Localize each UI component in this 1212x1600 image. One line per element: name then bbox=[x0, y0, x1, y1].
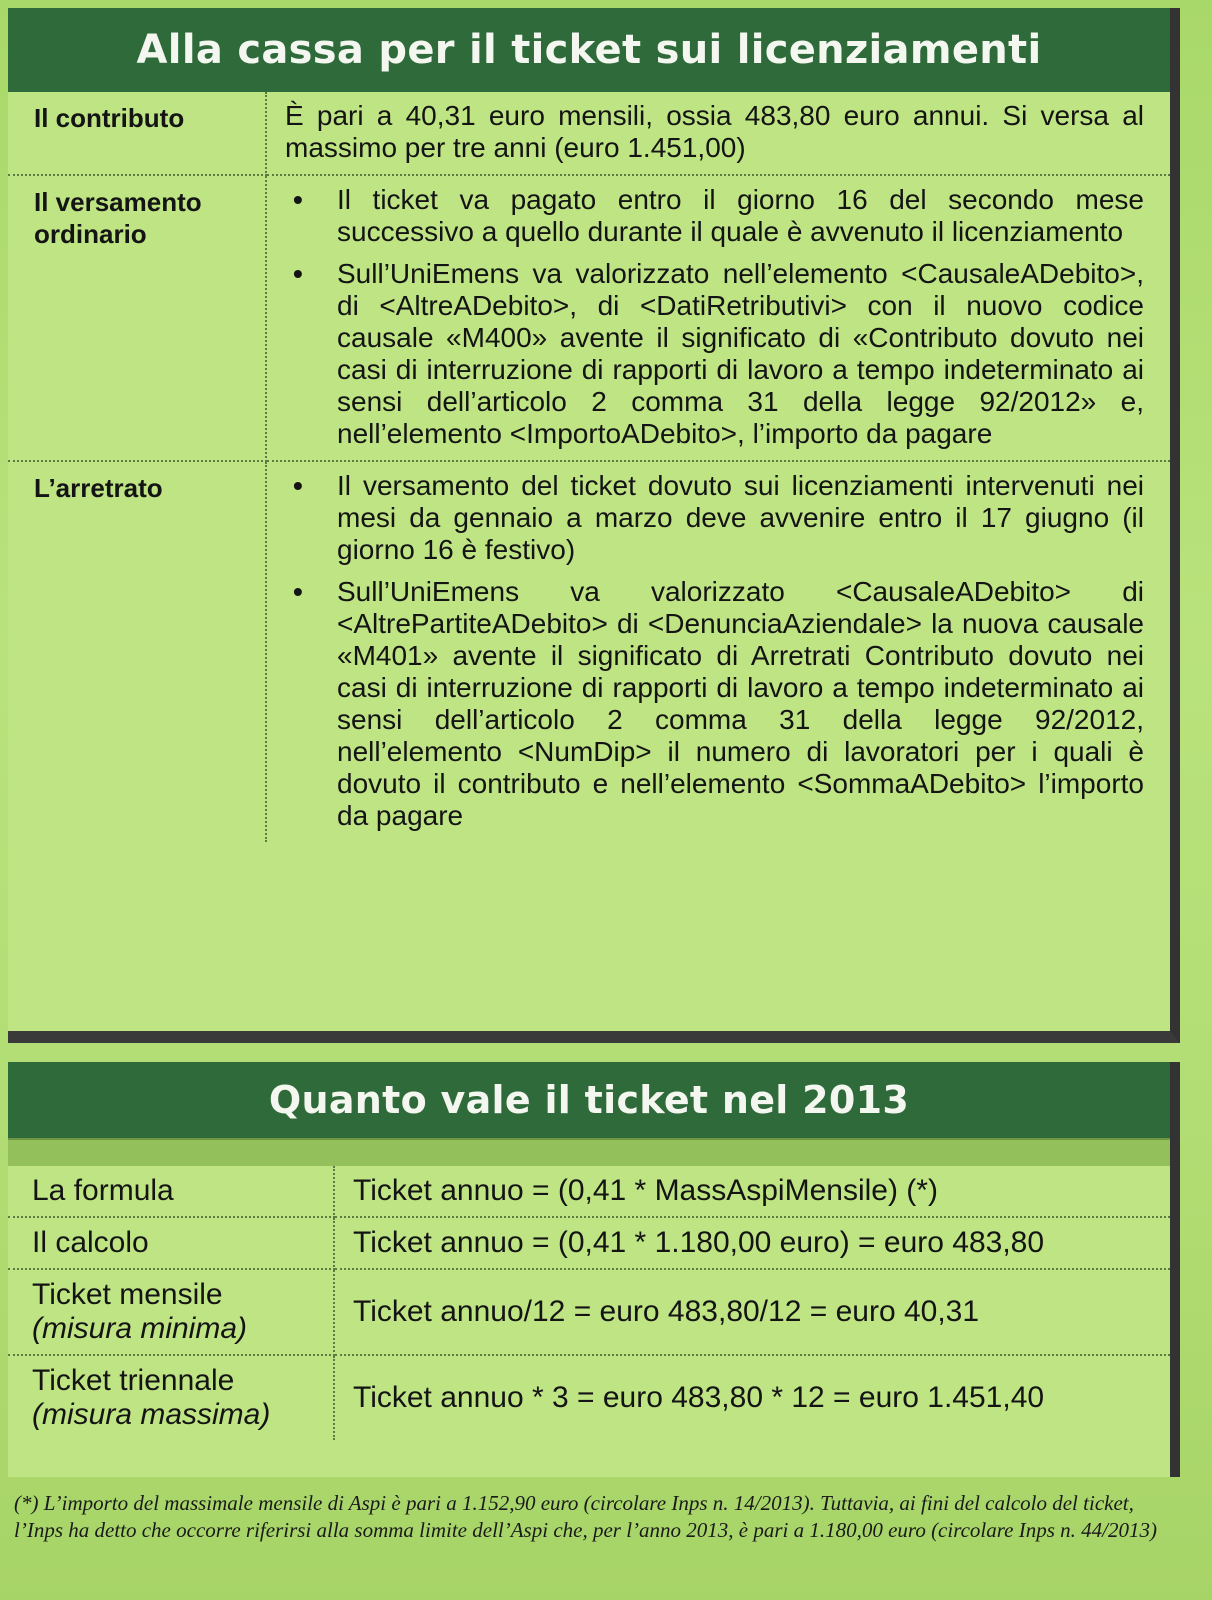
row-label-main: Il calcolo bbox=[32, 1226, 149, 1259]
table-row bbox=[8, 461, 1170, 842]
table-row bbox=[8, 1269, 1170, 1355]
row-label-mensile bbox=[8, 1269, 334, 1355]
table-row bbox=[8, 92, 1170, 175]
bullet-list bbox=[285, 470, 1144, 832]
table-row bbox=[8, 1166, 1170, 1217]
list-item bbox=[285, 184, 1144, 248]
footnote: (*) L’importo del massimale mensile di Aspi è pari a 1.152,90 euro (circolare Inps n. 14/2013). Tuttavia, ai fini del calcolo del ticket, l’Inps ha detto che occorre riferirsi alla somma limite dell’Aspi che, per l’anno 2013, è pari a 1.180,00 euro (circolare Inps n. 44/2013) bbox=[14, 1491, 1157, 1542]
ticket-payment-box bbox=[8, 8, 1180, 1043]
row-bullets-versamento bbox=[266, 175, 1170, 461]
bullet-list bbox=[285, 184, 1144, 450]
table-row bbox=[8, 1217, 1170, 1269]
row-label-main: Ticket triennale bbox=[32, 1364, 235, 1397]
row-bullets-arretrato bbox=[266, 461, 1170, 842]
row-label-arretrato: L’arretrato bbox=[8, 461, 266, 842]
row-label-main: Ticket mensile bbox=[32, 1278, 223, 1311]
ticket-payment-table bbox=[8, 92, 1170, 842]
row-label-triennale bbox=[8, 1355, 334, 1440]
bullet-icon: • bbox=[293, 184, 303, 215]
row-text-triennale: Ticket annuo * 3 = euro 483,80 * 12 = euro 1.451,40 bbox=[353, 1381, 1045, 1414]
row-label-calcolo bbox=[8, 1217, 334, 1269]
banner-divider bbox=[8, 1138, 1170, 1166]
ticket-value-table bbox=[8, 1166, 1170, 1440]
box2-title: Quanto vale il ticket nel 2013 bbox=[8, 1062, 1170, 1138]
row-text-formula: Ticket annuo = (0,41 * MassAspiMensile) (*) bbox=[334, 1166, 1170, 1217]
row-text-mensile: Ticket annuo/12 = euro 483,80/12 = euro 40,31 bbox=[334, 1269, 1170, 1355]
list-item-text: Sull’UniEmens va valorizzato nell’elemento <CausaleADebito>, di <AltreADebito>, di <DatiRetributivi> con il nuovo codice causale «M400» avente il significato di «Contributo dovuto nei casi di interruzione di rapporti di lavoro a tempo indeterminato ai sensi dell’articolo 2 comma 31 della legge 92/2012» e, nell’elemento <ImportoADebito>, l’importo da pagare bbox=[337, 258, 1144, 449]
row-label-note: (misura minima) bbox=[32, 1312, 248, 1345]
row-label-versamento: Il versamento ordinario bbox=[8, 175, 266, 461]
bullet-icon: • bbox=[293, 576, 303, 607]
row-text-calcolo: Ticket annuo = (0,41 * 1.180,00 euro) = euro 483,80 bbox=[334, 1217, 1170, 1269]
table-row bbox=[8, 1355, 1170, 1440]
list-item-text: Sull’UniEmens va valorizzato <CausaleADebito> di <AltrePartiteADebito> di <DenunciaAziendale> la nuova causale «M401» avente il significato di Arretrati Contributo dovuto nei casi di interruzione di rapporti di lavoro a tempo indeterminato ai sensi dell’articolo 2 comma 31 della legge 92/2012, nell’elemento <NumDip> il numero di lavoratori per i quali è dovuto il contributo e nell’elemento <SommaADebito> l’importo da pagare bbox=[337, 576, 1144, 831]
bullet-icon: • bbox=[293, 258, 303, 289]
list-item bbox=[285, 576, 1144, 832]
list-item bbox=[285, 258, 1144, 450]
row-label-contributo: Il contributo bbox=[8, 92, 266, 175]
ticket-value-box bbox=[8, 1062, 1180, 1477]
table-row bbox=[8, 175, 1170, 461]
list-item-text: Il versamento del ticket dovuto sui licenziamenti intervenuti nei mesi da gennaio a marzo deve avvenire entro il 17 giugno (il giorno 16 è festivo) bbox=[337, 470, 1144, 565]
row-text-contributo: È pari a 40,31 euro mensili, ossia 483,80 euro annui. Si versa al massimo per tre anni (euro 1.451,00) bbox=[266, 92, 1170, 175]
box1-title: Alla cassa per il ticket sui licenziamenti bbox=[8, 8, 1170, 92]
row-label-formula bbox=[8, 1166, 334, 1217]
bullet-icon: • bbox=[293, 470, 303, 501]
row-label-main: La formula bbox=[32, 1174, 174, 1207]
list-item-text: Il ticket va pagato entro il giorno 16 del secondo mese successivo a quello durante il quale è avvenuto il licenziamento bbox=[337, 184, 1144, 247]
list-item bbox=[285, 470, 1144, 566]
row-label-note: (misura massima) bbox=[32, 1398, 271, 1431]
